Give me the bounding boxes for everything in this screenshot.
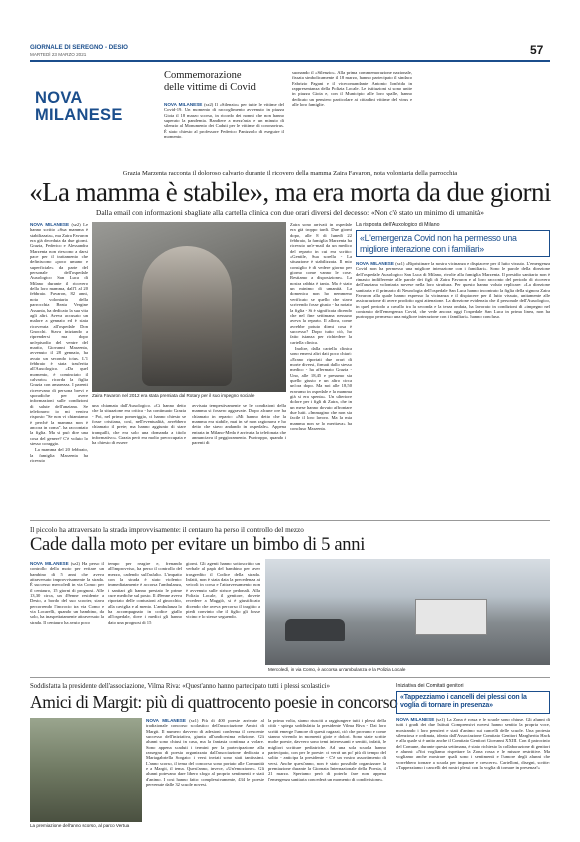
main-col-3: avvisata tempestivamente se le condizioni della mamma si fossero aggravate. Dopo alcune ore ha chiamato in reparto: «Mi hanno detto che la mamma era stabile, mai in sé non ragionava e ho detto che stavo andando in ospedale». Appena entrata in Milano-Meda è arrivata la telefonata che annunciava il peggioramento. Purtroppo, quando i parenti di	[192, 403, 286, 446]
comitati-title-box	[396, 691, 550, 714]
main-col-4-continuation: Inoltre, dalla cartella clinica sono emersi altri dati poco chiari: «Erano riportati due orari di morte diversi, firmati dallo stesso medico - ha affermato Grazia - Uno, alle 18,45 e presumo sia quello giusto e un altro circa un'ora dopo. Ma noi alle 18,50 eravamo in ospedale e la mamma già si era spenta». Un ulteriore dolore per i figli di Zaira, che in un mese hanno dovuto affrontare due lutti. «Immagino che non sia facile il loro lavoro. Ma la mia mamma non se lo meritava» ha concluso Marzenta.	[290, 345, 352, 432]
moto-kicker: Il piccolo ha attraversato la strada improvvisamente: il centauro ha perso il controllo del mezzo	[30, 526, 304, 534]
commemorazione-byline: NOVA MILANESE	[164, 102, 203, 107]
sidebar-text: NOVA MILANESE (sz1) «Ripristinare la nostra vicinanza e dispiacere per il lutto vissuto. L'emergenza Covid non ha permesso una migliore interazione con i familiari». Sono le parole della direzione dell'ospedale Auxologico San Luca di Milano, rivolte alla famiglia Marzenta. Il presidio sanitario non è rimasto indifferente alle parole dei figli di Zaira Favaron e al loro racconto del periodo di ricovero dell'anziana volontaria novese nella loro struttura. Per questo hanno voluto replicare: «La direzione sanitaria e il primario di Neurologia dell'ospedale San Luca hanno incontrato la figlia della signora Zaira Favaron alla quale hanno espresso la vicinanza e il dispiacere per il lutto vissuto, unitamente alle assicurazione di avere prodotto ogni attenzione. La direzione evidenzia che il personale dell'Auxologico, in quel periodo a cavallo tra la seconda e la terza ondata, ha lavorato in condizioni di «impegno nel contrasto dell'emergenza Covid, che vede ancora oggi l'ospedale San Luca in prima linea, non ha purtroppo permesso una migliore interazione con i familiari». hanno concluso.	[356, 261, 550, 320]
moto-byline: NOVA MILANESE	[30, 561, 69, 566]
section-line-1: NOVA	[35, 89, 83, 107]
main-photo	[92, 222, 286, 392]
page-number: 57	[530, 43, 544, 57]
newspaper-name: GIORNALE DI SEREGNO - DESIO	[30, 44, 128, 51]
main-photo-caption: Zaira Favaron nel 2012 era stata premiata dal Rotary per il suo impegno sociale	[92, 393, 255, 398]
section-divider-1	[30, 520, 550, 521]
margit-kicker: Soddisfatta la presidente dell'associazione, Vilma Riva: «Quest'anno hanno partecipato tutti i plessi scolastici»	[30, 683, 330, 690]
commemorazione-col-2: suonando il «Silenzio». Alla prima commemorazione nazionale, fissata simbolicamente il 18 marzo, hanno partecipato il sindaco Fabrizio Pagani e il vicecomandante Antonio Ionfrida in rappresentanza della Polizia Locale. Le istituzioni si sono unite in piazza Gioia e, con il Municipio alle loro spalle, hanno dedicato un pensiero particolare ai cittadini vittime del virus e alle loro famiglie.	[292, 70, 412, 108]
margit-photo-caption: La premiazione dell'anno scorso, al parco Vertua	[30, 823, 130, 828]
issue-date: MARTEDÌ 23 MARZO 2021	[30, 52, 87, 57]
section-label	[35, 90, 135, 124]
sidebar-kicker: La risposta dell'Auxologico di Milano	[356, 222, 440, 228]
moto-col-3: giorni. Gli agenti hanno sottoscritto un verbale al papà del bambino per aver trasgredito il Codice della strada. Infatti, non è stata data la precedenza ai veicoli in corsa e l'attraversamento non è avvenuto sulle strisce pedonali. Alla Polizia Locale, il genitore, dovete recedere a Maggiò, si è giustificato dicendo che aveva percorso il tragitto a piedi convinto che il figlio gli fosse vicino e lo stesse seguendo.	[186, 561, 260, 620]
auxologico-sidebar	[356, 222, 550, 514]
photo-car	[285, 619, 345, 641]
main-col-2: una chiamata dall'Auxologico. «Ci hanno detto che la situazione era critica - ha continuato Grazia - Poi, nel primo pomeriggio, ci hanno chiesto se fosse cristiana, così, nell'eventualità, avrebbero chiamato il prete; ma hanno aggiunto di stare tranquilli, che era solo una domanda a titolo informativo». Grazia però era molto preoccupata e ha chiesto di essere	[92, 403, 186, 446]
comitati-sidebar	[396, 683, 550, 835]
margit-headline: Amici di Margit: più di quattrocento poesie in concorso	[30, 692, 398, 712]
margit-photo	[30, 718, 142, 822]
section-divider-2	[30, 677, 550, 678]
main-headline: «La mamma è stabile», ma era morta da due giorni	[29, 177, 551, 207]
main-byline: NOVA MILANESE	[30, 222, 70, 227]
margit-col-2: la prima volta, siamo riusciti a raggiungere tutti i plessi della città - spiega soddisfatta la presidente Vilma Riva - Dai loro scritti emerge l'umore di questi ragazzi, ciò che provano e come stanno vivendo in momenti gioie e dolori. Sono state scritte molte poesie, davvero sono temi interessanti e sentiti, infatti, le migliori scritture pediatriche. Ad una sola scuola hanno partecipato, con per le poesie: ci verrà un po' più di tempo del solito - anticipa la presidente - C'è un vostro assortimento di versi. Anche quest'anno, non è stato possibile organizzare la premiazione durante la Giornata Internazionale della Poesia, il 21 marzo. Speriamo però di poterlo fare non appena l'emergenza sanitaria concederà un momento di condivisione».	[268, 718, 386, 782]
margit-byline: NOVA MILANESE	[146, 718, 186, 723]
photo-figure	[142, 246, 232, 386]
section-line-2: MILANESE	[35, 106, 123, 124]
sidebar-title: «L'emergenza Covid non ha permesso una migliore interazione con i familiari»	[360, 233, 517, 254]
photo-vehicle	[415, 599, 487, 635]
moto-photo	[265, 559, 550, 665]
commemorazione-article	[164, 68, 550, 163]
comitati-title: «Tappezziamo i cancelli dei plessi con la voglia di tornare in presenza»	[400, 694, 527, 710]
margit-col-1: NOVA MILANESE (sz1) Più di 400 poesie arrivate al tradizionale concorso scolastico dell'associazione Amici di Margit. Il numero davvero di adesioni conferma il crescente successo dell'iniziativa, giunta all'undicesima edizione. Gli alunni sono chiusi in casa, ma la fantasia continua a volare. Sono appena scaduti i termini per la partecipazione alla rassegna di poesia organizzata dall'associazione dedicata a Mariagabriella Sorgato: i versi inviati sono stati tantissimi. L'anno scorso, il tema del concorso sono portato alle Comunità e a Margit, il tema. Quest'anno, invece, «Un'emozione». Gli alunni potevano dare libero sfogo al proprio sentimenti e stati d'animo. I cosi hanno fatto: complessivamente, 434 le poesie pervenute dalle 32 scuole novesi.	[146, 718, 264, 788]
comitati-text: NOVA MILANESE (sz1) La Zona è rossa e le scuole sono chiuse. Gli alunni di tutti i gradi dei due Istituti Comprensivi novesi hanno sentito la propria voce, mostrando i loro pensieri e stati d'animo sui cancelli delle scuole. Una protesta silenziosa e ordinata, ideata dall'Associazione Comitato Genitori Margherita Hack e alla quale si è unito anche il Comitato Genitori Giovanni XXIII. Con il patrocinio del Comune, durante questa settimana, è stato richiesto la collaborazione di genitori e alunni: «Noi vogliamo rispettare la Zona rossa e le misure restrittive. Ma vogliamo anche mostrare quali sono i sentimenti e l'umore degli alunni che vorrebbero tornare a scuola per imparare e crescere». Cartelloni, disegni, scritte: «Tappezziamo i cancelli dei nostri plessi con la voglia di tornare in presenza!»	[396, 716, 550, 770]
moto-headline: Cade dalla moto per evitare un bimbo di 5 anni	[30, 535, 366, 555]
main-kicker: Grazia Marzenta racconta il doloroso calvario durante il ricovero della mamma Zaira Favaron, nota volontaria della parrocchia	[122, 170, 458, 177]
commemorazione-col-1: NOVA MILANESE (sz2) Il «Silenzio» per tutte le vittime del Covid-19. Un momento di raccoglimento avvenuto in piazza Gioia il 18 marzo scorso, in ricordo dei nonni che non hanno superato la pandemia. Bandiere a mezz'asta e un minuto di silenzio al Monumento dei Caduti per le vittime di coronavirus. È stato chiesto al professore Federico Panizzolo di eseguire il momento.	[164, 102, 284, 140]
sidebar-byline: NOVA MILANESE	[356, 261, 394, 266]
main-subheadline: Dalla email con informazioni sbagliate alla cartella clinica con due orari diversi del decesso: «Non c'è stato un minimo di umanità»	[96, 208, 484, 217]
moto-photo-caption: Mercoledì, in via Como, è accorsa un'ambulanza e la Polizia Locale	[268, 667, 406, 672]
comitati-kicker: Iniziativa dei Comitati genitori	[396, 683, 464, 689]
commemorazione-title: Commemorazione delle vittime di Covid	[164, 70, 256, 93]
header-rule	[30, 60, 550, 62]
moto-col-2: tempo per reagire e, frenando all'improvviso, ha perso il controllo del mezzo, cadendo sull'asfalto. L'impatto con la strada è stato violento: immediatamente è accorsa l'ambulanza, i sanitari gli hanno prestato le prime cure mediche sul posto. Il 49enne aveva riportato delle contusioni al ginocchio, alla caviglia e al mento. L'ambulanza lo ha accompagnato in codice giallo all'ospedale, dove i medici gli hanno dato una prognosi di 15	[108, 561, 182, 625]
masthead	[30, 44, 290, 57]
main-col-4: Zaira sono arrivati in ospedale era già troppo tardi. Due giorni dopo, alle 8 di lunedì 22 febbraio, la famiglia Marzenta ha ricevuto un'e-mail da un medico del reparto in cui era scritto: «Gentile, Sua sorella - La situazione è stabilizzata. Il mio consiglio è di vedere giorno per giorno come vanno le cose. Restiamo a disposizione». La nostra rabbia è tanta. Ma è stato un minimo di umanità. La domenica non ho nemmeno verificato se quello che stava scrivendo fosse giusto - ha notato la figlia - Si è significata dicendo che nel fine settimana nessuno aveva la reparto. Il allora, come avrebbe potuto dirmi cosa è successo? Dopo tutto ciò, ho fatto istanza per richiedere la cartella clinica. Inoltre, dalla cartella clinica sono emersi altri dati poco chiari: «Erano riportati due orari di morte diversi, firmati dallo stesso medico - ha affermato Grazia - Uno, alle 18,45 e presumo sia quello giusto e un altro circa un'ora dopo. Ma noi alle 18,50 eravamo in ospedale e la mamma già si era spenta». Un ulteriore dolore per i figli di Zaira, che in un mese hanno dovuto affrontare due lutti. «Immagino che non sia facile il loro lavoro. Ma la mia mamma non se lo meritava» ha concluso Marzenta.	[290, 222, 352, 432]
sidebar-title-box	[356, 230, 550, 257]
main-col-1: NOVA MILANESE (sz2) Le hanno scritto «Sua mamma è stabilizzata», ma Zaira Favaron era già deceduta da due giorni. Grazia, Federico e Alessandra Marzenta non riescono a darsi pace per il trattamento che definiscono «poco umano e superficiale» da parte del personale dell'ospedale Auxologico San Luca di Milano durante il ricovero della loro mamma, dall'1 al 20 febbraio. Favaron, 82 anni, nota volontaria della parrocchia Beata Vergine Assunta, ha dedicato la sua vita agli altri. Aveva accusato un malore a gennaio ed è stata ricoverata all'ospedale Don Gnocchi. Stava iniziando a riprendersi ma dopo un'episodio del ventre del marito, Giovanni Marzenta, avvenuto il 28 gennaio, ha avuto un secondo ictus. L'1 febbraio è stata trasferita all'Auxologico. «Da quel momento, è cominciato il calvario» ricorda la figlia Grazia con amarezza. I parenti ricevevano di persona brevi e sporadiche per avere informazioni sulle condizioni di salute dell'anziana. Se telefonavo io mi veniva risposto "Se non vi chiamiamo è perché la mamma non è ancora in coma". ha raccontato la figlia. Ma si può dire una cosa del genere? C'è voluto lo stesso coraggio. La mamma del 20 febbraio, la famiglia Marzenta ha ricevuto	[30, 222, 88, 464]
moto-col-1: NOVA MILANESE (sz2) Ha perso il controllo della moto per evitare un bambino di 5 anni che aveva attraversato improvvisamente la strada. È successo mercoledì in via Como: per il centauro, 15 giorni di prognosi. Alle 13,30 circa, un 49enne residente a Desio, a bordo del suo scooter, stava percorrendo l'incrocio tra via Como e via Locarelli, quando un bambino, da solo, ha inaspettatamente attraversato la strada. Il centauro ha avuto poco	[30, 561, 104, 625]
comitati-byline: NOVA MILANESE	[396, 716, 435, 722]
